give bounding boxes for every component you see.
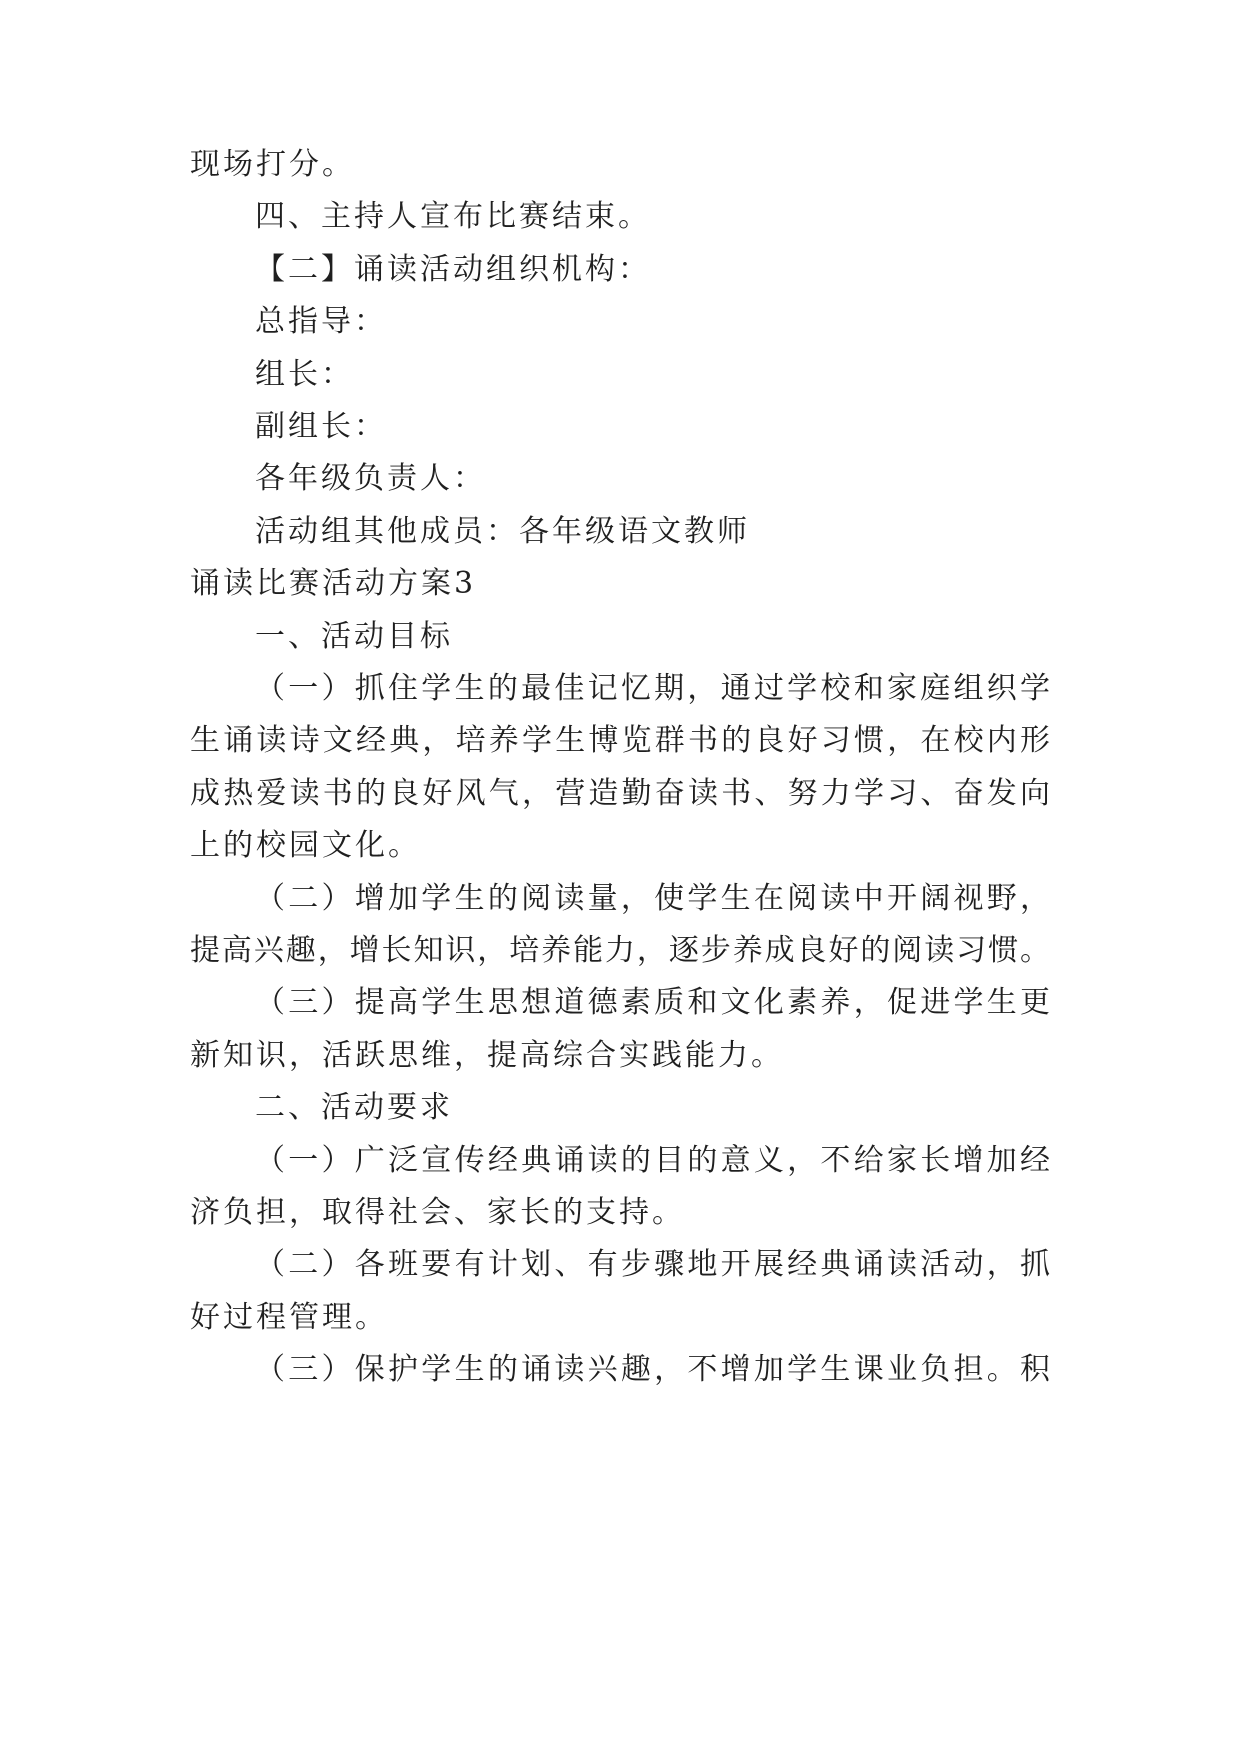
paragraph-line: 总指导： bbox=[255, 304, 387, 340]
paragraph-line: 好过程管理。 bbox=[190, 1299, 388, 1335]
paragraph-line: 四、主持人宣布比赛结束。 bbox=[255, 199, 651, 235]
paragraph-line: 各年级负责人： bbox=[255, 461, 486, 497]
paragraph-line: 上的校园文化。 bbox=[190, 828, 421, 864]
paragraph-line: （二）各班要有计划、有步骤地开展经典诵读活动，抓 bbox=[255, 1247, 1050, 1283]
paragraph-line: 诵读比赛活动方案3 bbox=[190, 566, 477, 602]
paragraph-line: 新知识，活跃思维，提高综合实践能力。 bbox=[190, 1037, 784, 1073]
paragraph-line: 活动组其他成员：各年级语文教师 bbox=[255, 513, 750, 549]
paragraph-line: 提高兴趣，增长知识，培养能力，逐步养成良好的阅读习惯。 bbox=[190, 933, 1050, 968]
paragraph-line: 一、活动目标 bbox=[255, 618, 453, 654]
paragraph-line: （三）保护学生的诵读兴趣，不增加学生课业负担。积 bbox=[255, 1352, 1050, 1388]
paragraph-line: 生诵读诗文经典，培养学生博览群书的良好习惯，在校内形 bbox=[190, 723, 1050, 759]
paragraph-line: （三）提高学生思想道德素质和文化素养，促进学生更 bbox=[255, 985, 1050, 1021]
paragraph-line: （一）广泛宣传经典诵读的目的意义，不给家长增加经 bbox=[255, 1142, 1050, 1178]
paragraph-line: 济负担，取得社会、家长的支持。 bbox=[190, 1195, 685, 1230]
paragraph-line: 【二】诵读活动组织机构： bbox=[255, 251, 651, 287]
paragraph-line: 现场打分。 bbox=[190, 147, 355, 182]
paragraph-line: （一）抓住学生的最佳记忆期，通过学校和家庭组织学 bbox=[255, 671, 1050, 706]
paragraph-line: 组长： bbox=[255, 356, 354, 392]
paragraph-line: 二、活动要求 bbox=[255, 1090, 453, 1126]
paragraph-line: 成热爱读书的良好风气，营造勤奋读书、努力学习、奋发向 bbox=[190, 775, 1050, 811]
paragraph-line: （二）增加学生的阅读量，使学生在阅读中开阔视野， bbox=[255, 880, 1050, 916]
paragraph-line: 副组长： bbox=[255, 409, 387, 444]
